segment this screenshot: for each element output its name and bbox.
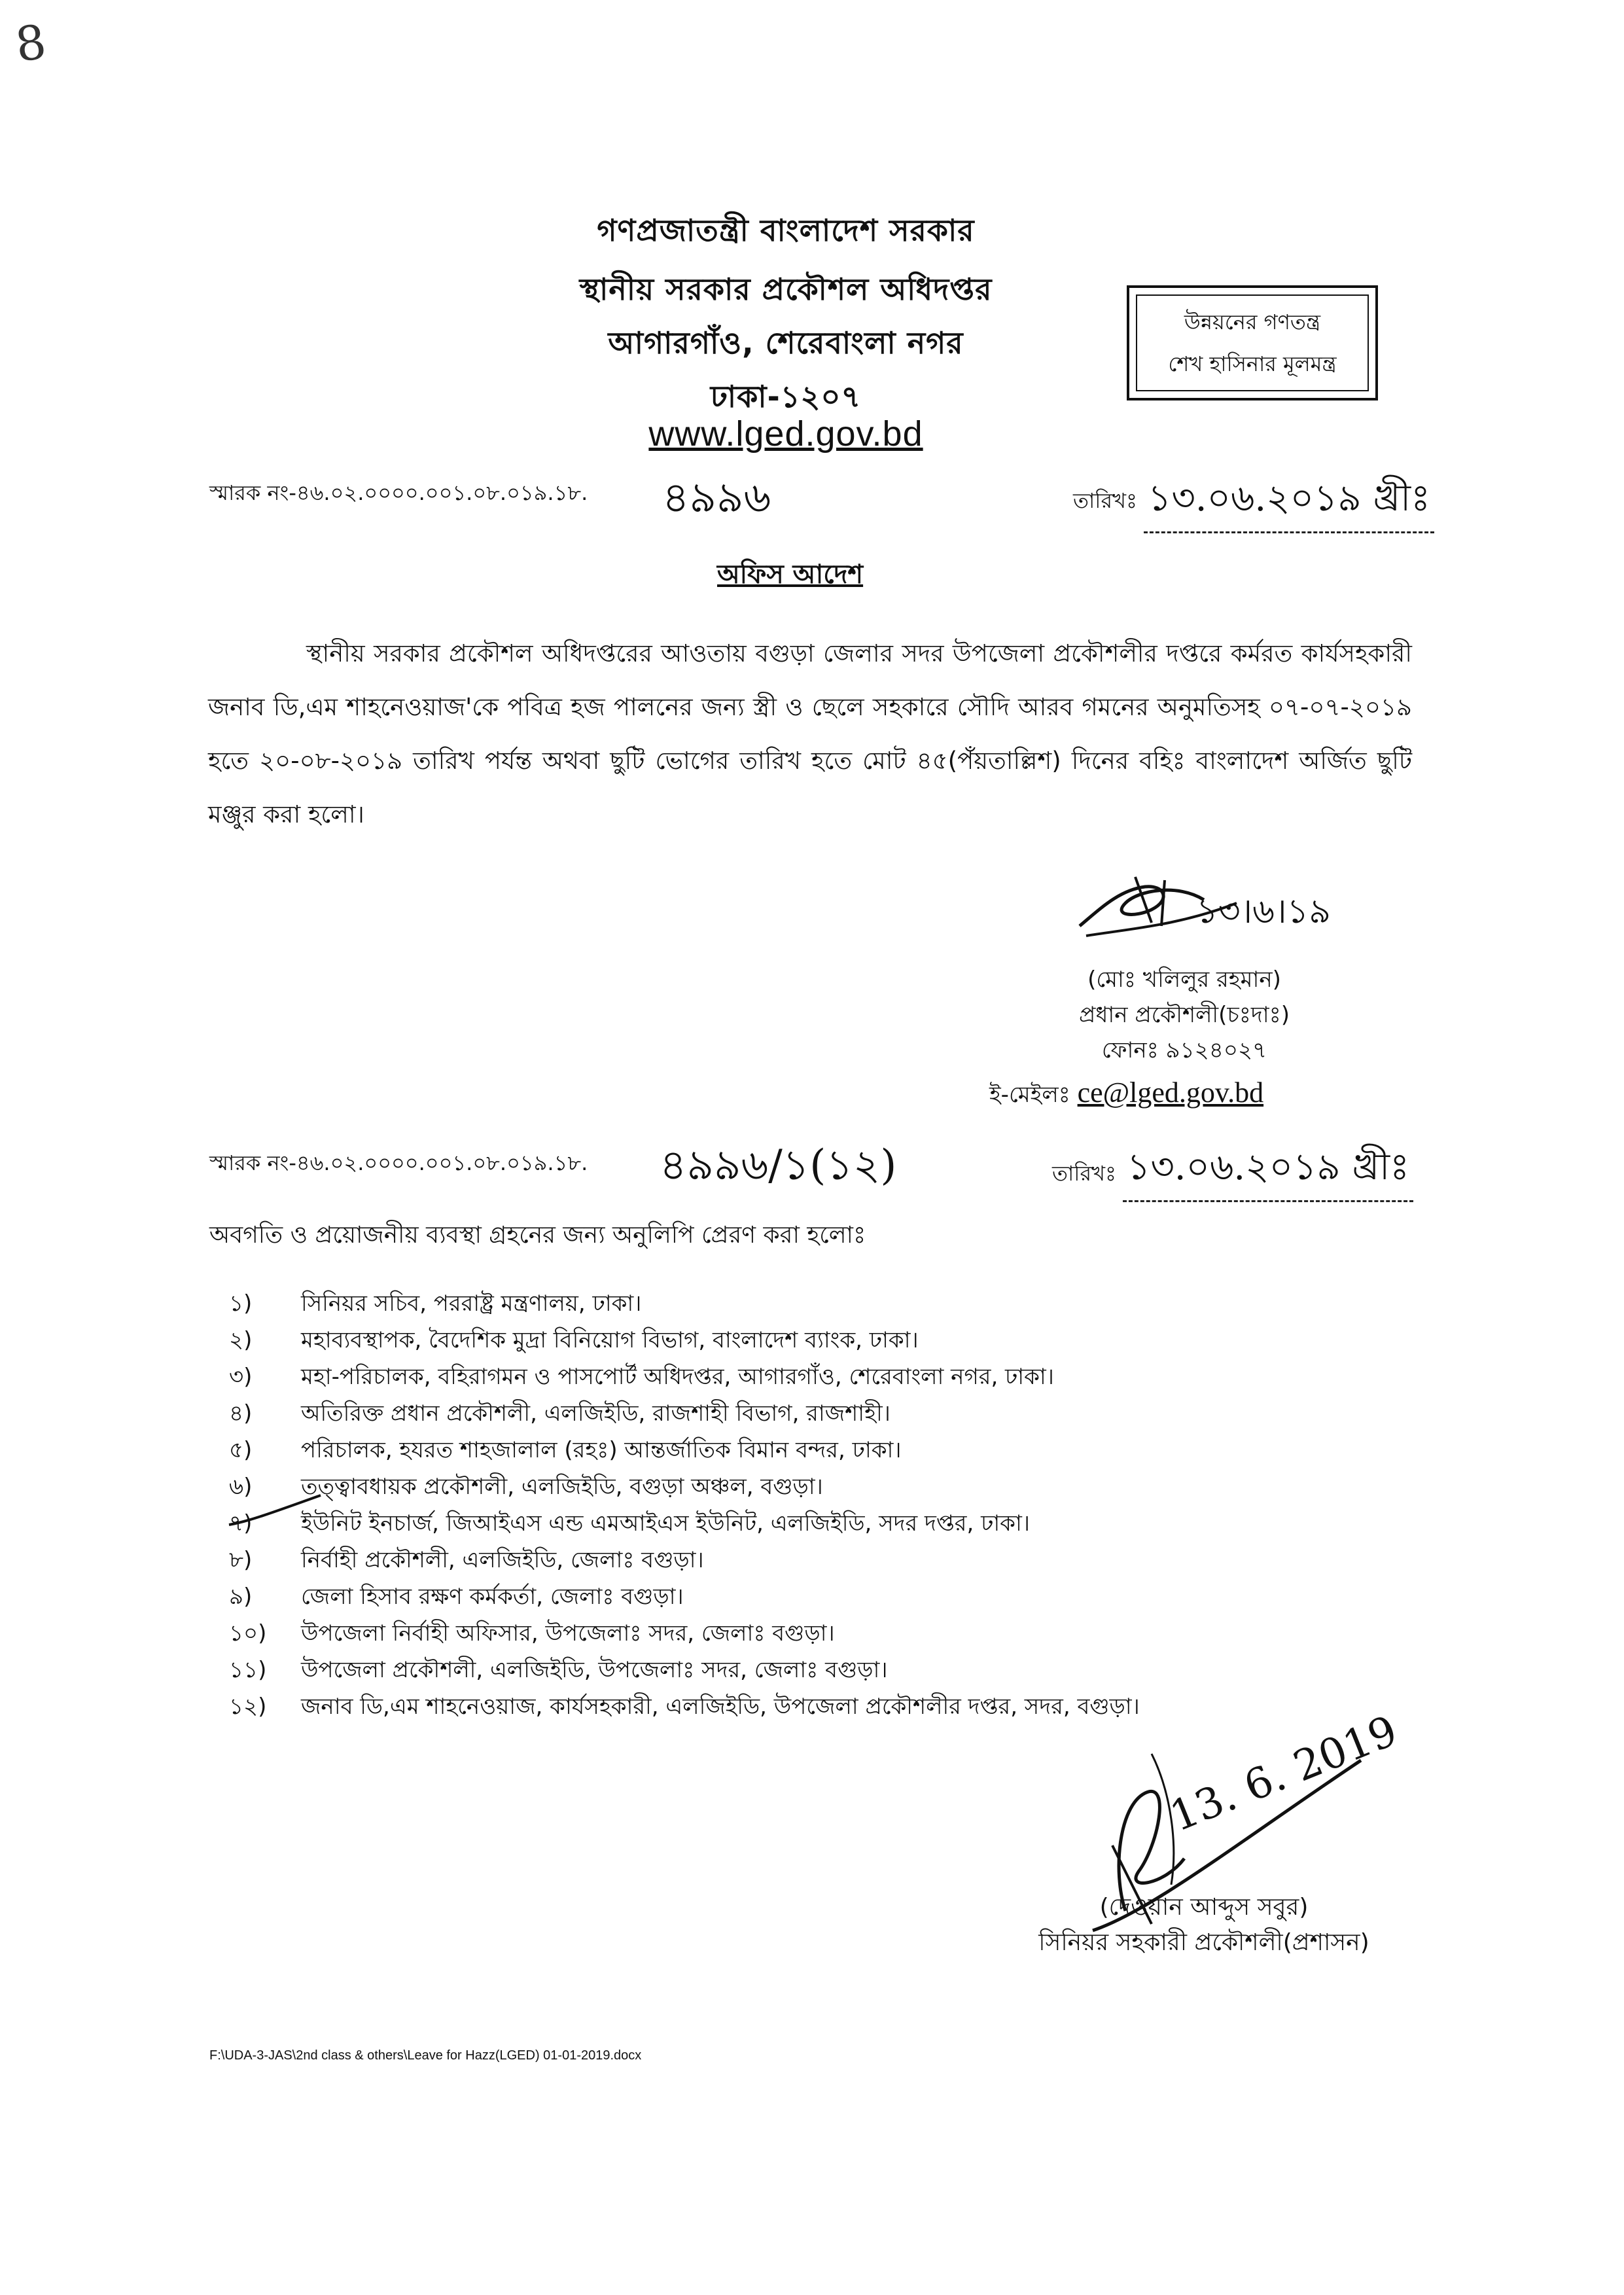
website-link[interactable]: www.lged.gov.bd (648, 414, 923, 454)
office-order-body: স্থানীয় সরকার প্রকৌশল অধিদপ্তরের আওতায় বগুড়া জেলার সদর উপজেলা প্রকৌশলীর দপ্তরে কর্মরত কার্যসহকারী জনাব ডি,এম শাহনেওয়াজ'কে পবিত্র হজ পালনের জন্য স্ত্রী ও ছেলে সহকারে সৌদি আরব গমনের অনুমতিসহ ০৭-০৭-২০১৯ হতে ২০-০৮-২০১৯ তারিখ পর্যন্ত অথবা ছুটি ভোগের তারিখ হতে মোট ৪৫(পঁয়তাল্লিশ) দিনের বহিঃ বাংলাদেশ অর্জিত ছুটি মঞ্জুর করা হলো। (208, 639, 1412, 828)
list-item-text: উপজেলা প্রকৌশলী, এলজিইডি, উপজেলাঃ সদর, জেলাঃ বগুড়া। (301, 1656, 888, 1683)
department-name: স্থানীয় সরকার প্রকৌশল অধিদপ্তর (579, 272, 993, 307)
email-link[interactable]: ce@lged.gov.bd (1077, 1076, 1264, 1109)
signature-2-date: 13. 6. 2019 (1163, 1707, 1404, 1841)
list-item-number: ৮) (229, 1546, 253, 1573)
signatory-1-designation: প্রধান প্রকৌশলী(চঃদাঃ) (1079, 1002, 1290, 1028)
slogan-line-1: উন্নয়নের গণতন্ত্র (1184, 310, 1321, 334)
list-item (229, 1287, 1341, 1323)
list-item (229, 1653, 1341, 1690)
list-item-number: ১) (229, 1290, 253, 1317)
signatory-1-email-row (989, 1076, 1263, 1115)
list-item-text: মহাব্যবস্থাপক, বৈদেশিক মুদ্রা বিনিয়োগ বিভাগ, বাংলাদেশ ব্যাংক, ঢাকা। (301, 1326, 919, 1353)
corner-handwritten-mark: 8 (12, 14, 50, 73)
list-item-number: ১১) (229, 1656, 267, 1683)
email-label: ই-মেইলঃ (989, 1082, 1070, 1108)
list-item-text: ইউনিট ইনচার্জ, জিআইএস এন্ড এমআইএস ইউনিট, এলজিইডি, সদর দপ্তর, ঢাকা। (301, 1510, 1030, 1537)
signatory-1-name: (মোঃ খলিলুর রহমান) (1087, 967, 1281, 993)
list-item-text: অতিরিক্ত প্রধান প্রকৌশলী, এলজিইডি, রাজশাহী বিভাগ, রাজশাহী। (301, 1400, 891, 1427)
list-item-number: ৩) (229, 1363, 253, 1390)
memo-2-number-handwritten: ৪৯৯৬/১(১২) (660, 1141, 897, 1190)
department-city: ঢাকা-১২০৭ (710, 379, 862, 414)
list-item (229, 1506, 1341, 1543)
file-path-footer: F:\UDA-3-JAS\2nd class & others\Leave for Hazz(LGED) 01-01-2019.docx (209, 2048, 642, 2063)
item-check-mark (222, 1492, 327, 1544)
list-item (229, 1616, 1341, 1653)
list-item (229, 1360, 1341, 1397)
list-item-text: পরিচালক, হযরত শাহজালাল (রহঃ) আন্তর্জাতিক বিমান বন্দর, ঢাকা। (301, 1436, 902, 1463)
list-item (229, 1397, 1341, 1433)
list-item-text: মহা-পরিচালক, বহিরাগমন ও পাসপোর্ট অধিদপ্তর, আগারগাঁও, শেরেবাংলা নগর, ঢাকা। (301, 1363, 1054, 1390)
list-item-number: ১০) (229, 1620, 267, 1646)
list-item-text: উপজেলা নির্বাহী অফিসার, উপজেলাঃ সদর, জেলাঃ বগুড়া। (301, 1620, 835, 1646)
list-item-number: ৭) (229, 1510, 253, 1537)
date-2-label: তারিখঃ (1052, 1161, 1117, 1186)
date-2-handwritten: ১৩.০৬.২০১৯ খ্রীঃ (1123, 1139, 1413, 1202)
list-item-number: ১২) (229, 1693, 267, 1720)
list-item (229, 1580, 1341, 1616)
department-website (0, 414, 1598, 454)
list-item (229, 1470, 1341, 1506)
list-item (229, 1433, 1341, 1470)
slogan-box (1127, 285, 1378, 400)
signatory-1-phone: ফোনঃ ৯১২৪০২৭ (1101, 1037, 1267, 1063)
copy-distribution-intro: অবগতি ও প্রয়োজনীয় ব্যবস্থা গ্রহনের জন্য অনুলিপি প্রেরণ করা হলোঃ (209, 1222, 866, 1249)
signatory-2-block (968, 1890, 1439, 1961)
list-item-number: ৬) (229, 1473, 253, 1500)
office-order-title: অফিস আদেশ (717, 560, 864, 590)
list-item-text: সিনিয়র সচিব, পররাষ্ট্র মন্ত্রণালয়, ঢাকা। (301, 1290, 642, 1317)
list-item-text: জনাব ডি,এম শাহনেওয়াজ, কার্যসহকারী, এলজিইডি, উপজেলা প্রকৌশলীর দপ্তর, সদর, বগুড়া। (301, 1693, 1140, 1720)
slogan-inner-frame (1136, 294, 1369, 391)
signatory-2-name: (দেওয়ান আব্দুস সবুর) (1099, 1894, 1309, 1921)
list-item-number: ২) (229, 1326, 253, 1353)
list-item-number: ৯) (229, 1583, 253, 1610)
list-item-number: ৫) (229, 1436, 253, 1463)
signatory-1-block (981, 962, 1387, 1068)
list-item-number: ৪) (229, 1400, 253, 1427)
government-title: গণপ্রজাতন্ত্রী বাংলাদেশ সরকার (597, 213, 975, 248)
signatory-2-designation: সিনিয়র সহকারী প্রকৌশলী(প্রশাসন) (1038, 1929, 1369, 1956)
department-address: আগারগাঁও, শেরেবাংলা নগর (608, 325, 964, 361)
memo-2-number-label: স্মারক নং-৪৬.০২.০০০০.০০১.০৮.০১৯.১৮. (209, 1150, 588, 1175)
date-label: তারিখঃ (1073, 488, 1138, 513)
memo-number-handwritten: ৪৯৯৬ (662, 474, 771, 522)
list-item-text: নির্বাহী প্রকৌশলী, এলজিইডি, জেলাঃ বগুড়া। (301, 1546, 704, 1573)
slogan-line-2: শেখ হাসিনার মূলমন্ত্র (1168, 351, 1337, 376)
list-item-text: জেলা হিসাব রক্ষণ কর্মকর্তা, জেলাঃ বগুড়া। (301, 1583, 684, 1610)
copy-distribution-list (229, 1287, 1341, 1726)
list-item-text: তত্ত্বাবধায়ক প্রকৌশলী, এলজিইডি, বগুড়া অঞ্চল, বগুড়া। (301, 1473, 823, 1500)
memo-number-label: স্মারক নং-৪৬.০২.০০০০.০০১.০৮.০১৯.১৮. (209, 480, 588, 505)
list-item (229, 1323, 1341, 1360)
list-item (229, 1543, 1341, 1580)
date-handwritten: ১৩.০৬.২০১৯ খ্রীঃ (1144, 470, 1434, 533)
signature-1-date: ১৩।৬।১৯ (1196, 892, 1332, 931)
